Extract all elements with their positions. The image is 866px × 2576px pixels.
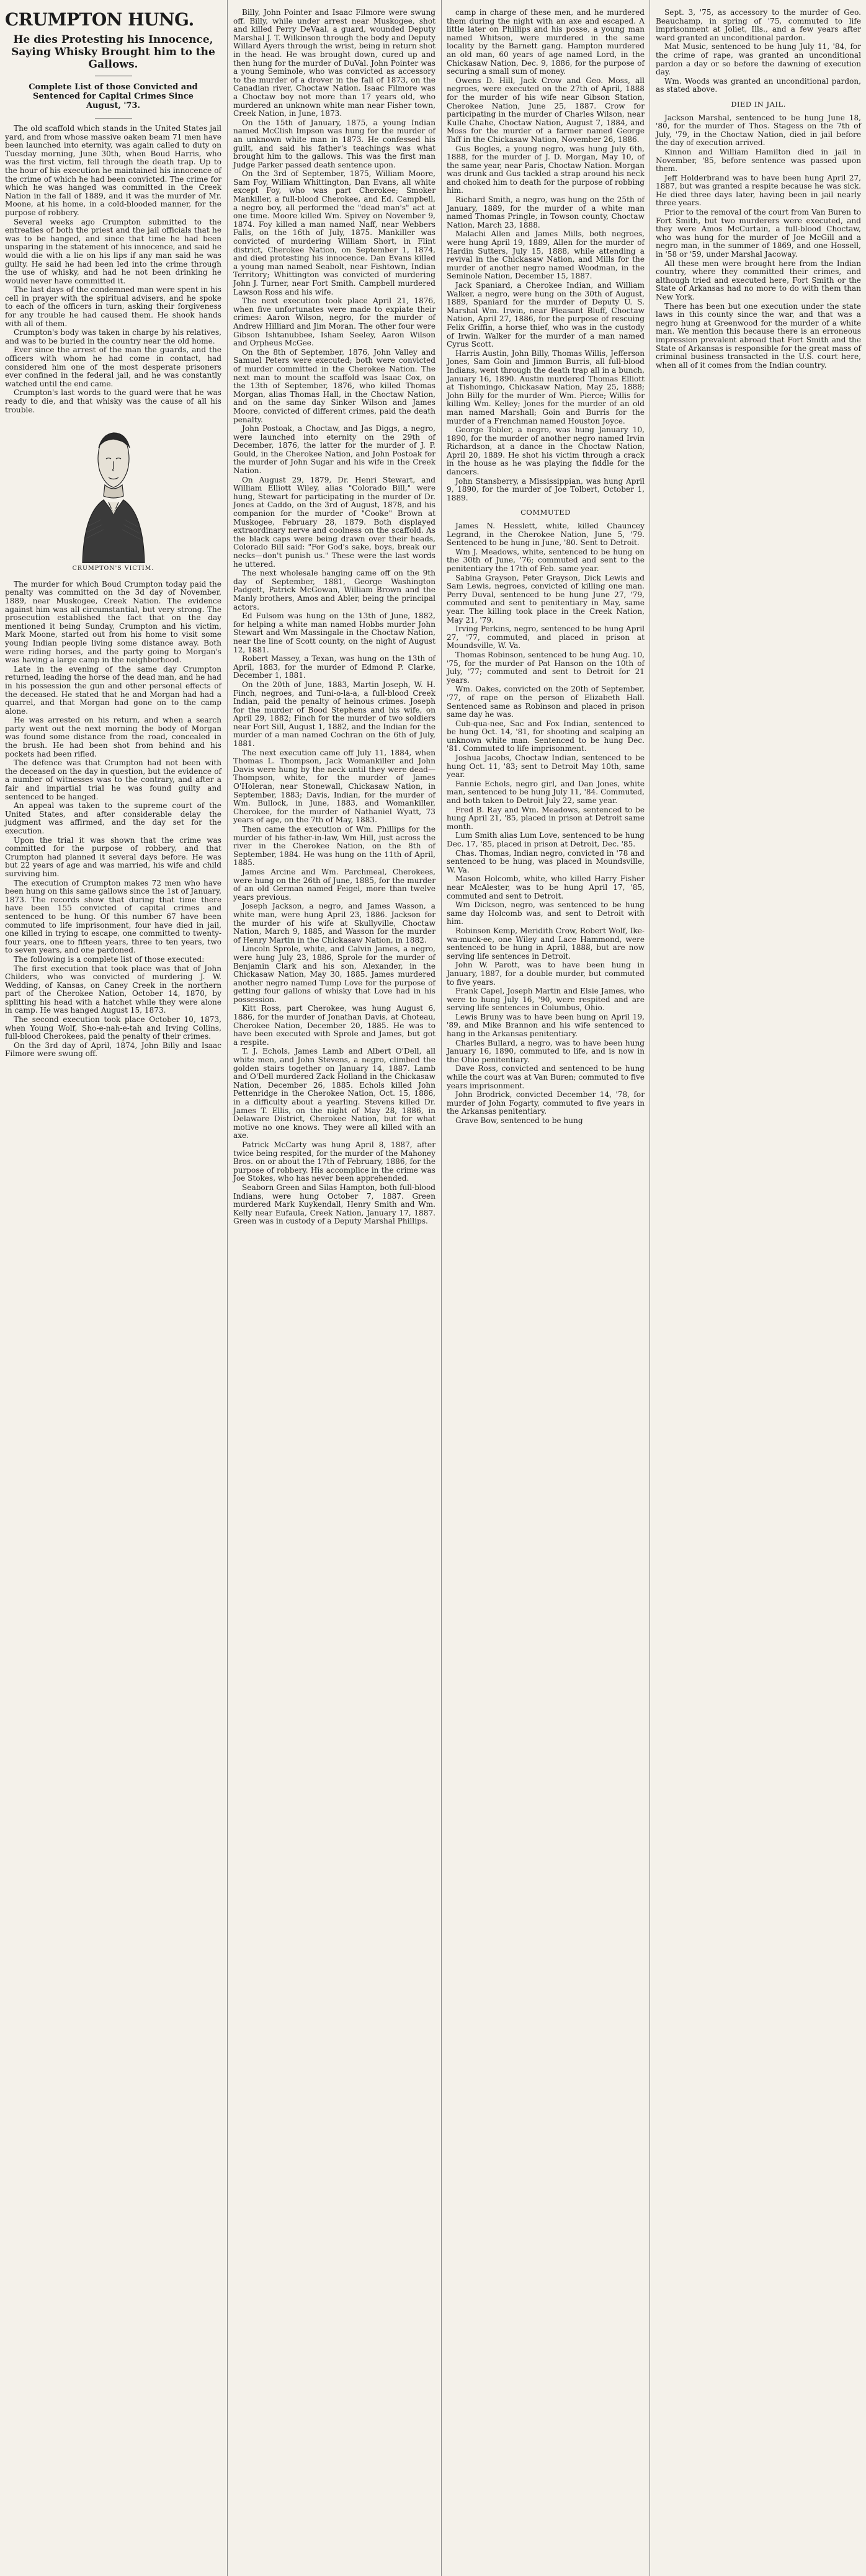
paragraph: Charles Bullard, a negro, was to have been hung January 16, 1890, commuted to life, and is now in the Ohio penitentiary. [447,1038,645,1064]
column-3 [442,0,650,2576]
paragraph: Ed Fulsom was hung on the 13th of June, 1882, for helping a white man named Hobbs murder John Stewart and Wm Massingale in the Choctaw Nation, near the line of Scott county, on the night of August 12, 1881. [233,611,435,654]
paragraph: Crumpton's last words to the guard were that he was ready to die, and that whisky was the cause of all his trouble. [5,388,221,414]
paragraph: Prior to the removal of the court from Van Buren to Fort Smith, but two murderers were executed, and they were Amos McCurtain, a full-blood Choctaw, who was hung for the murder of Joe McGill and a negro man, in the summer of 1869, and one Hossell, in '58 or '59, under Marshal Jacoway. [656,208,861,259]
paragraph: Jack Spaniard, a Cherokee Indian, and William Walker, a negro, were hung on the 30th of August, 1889, Spaniard for the murder of Deputy U. S. Marshal Wm. Irwin, near Pleasant Bluff, Choctaw Nation, April 27, 1886, for the purpose of rescuing Felix Griffin, a horse thief, who was in the custody of Irwin. Walker for the murder of a man named Cyrus Scott. [447,281,645,349]
paragraph: On the 20th of June, 1883, Martin Joseph, W. H. Finch, negroes, and Tuni-o-la-a, a full-blood Creek Indian, paid the penalty of heinous crimes. Joseph for the murder of Bood Stephens and his wife, on April 29, 1882; Finch for the murder of two soldiers near Fort Sill, August 1, 1882, and the Indian for the murder of a man named Cochran on the 6th of July, 1881. [233,680,435,748]
paragraph: The next wholesale hanging came off on the 9th day of September, 1881, George Washington Padgett, Patrick McGowan, William Brown and the Manly brothers, Amos and Abler, being the principal actors. [233,569,435,611]
paragraph: Dave Ross, convicted and sentenced to be hung while the court was at Van Buren; commuted to five years imprisonment. [447,1064,645,1090]
headline: CRUMPTON HUNG. [5,9,194,30]
paragraph: Sept. 3, '75, as accessory to the murder of Geo. Beauchamp, in spring of '75, commuted to life imprisonment at Joliet, Ills., and a few years after ward granted an unconditional pardon. [656,8,861,42]
paragraph: The second execution took place October 10, 1873, when Young Wolf, Sho-e-nah-e-tah and Irving Collins, full-blood Cherokees, paid the penalty of their crimes. [5,1015,221,1041]
paragraph: The first execution that took place was that of John Childers, who was convicted of murdering J. W. Wedding, of Kansas, on Caney Creek in the northern part of the Cherokee Nation, October 14, 1870, by splitting his head with a hatchet while they were alone in camp. He was hanged August 15, 1873. [5,964,221,1015]
paragraph: The next execution came off July 11, 1884, when Thomas L. Thompson, Jack Womankiller and John Davis were hung by the neck until they were dead—Thompson, white, for the murder of James O'Holeran, near Stonewall, Chickasaw Nation, in September, 1883; Davis, Indian, for the murder of Wm. Bullock, in June, 1883, and Womankiller, Cherokee, for the murder of Nathaniel Wyatt, 73 years of age, on the 7th of May, 1883. [233,748,435,825]
paragraph: John Brodrick, convicted December 14, '78, for murder of John Fogarty, commuted to five years in the Arkansas penitentiary. [447,1090,645,1116]
paragraph: Crumpton's body was taken in charge by his relatives, and was to be buried in the country near the old home. [5,328,221,345]
paragraph: James N. Hesslett, white, killed Chauncey Legrand, in the Cherokee Nation, June 5, '79. Sentenced to be hung in June, '80. Sent to Detroit. [447,522,645,548]
paragraph: Kitt Ross, part Cherokee, was hung August 6, 1886, for the murder of Jonathan Davis, at Choteau, Cherokee Nation, December 20, 1885. He was to have been executed with Sprole and James, but got a respite. [233,1004,435,1047]
paragraph: The old scaffold which stands in the United States jail yard, and from whose massive oaken beam 71 men have been launched into eternity, was again called to duty on Tuesday morning, June 30th, when Boud Harris, who was the first victim, fell through the death trap. Up to the hour of his execution he maintained his innocence of the crime of which he had been convicted. The crime for which he was hanged was committed in the Creek Nation in the fall of 1889, and it was the murder of Mr. Moone, at his home, in a cold-blooded manner, for the purpose of robbery. [5,124,221,217]
paragraph: Mat Music, sentenced to be hung July 11, '84, for the crime of rape, was granted an unconditional pardon a day or so before the dawning of execution day. [656,42,861,77]
paragraph: The defence was that Crumpton had not been with the deceased on the day in question, but the evidence of a number of witnesses was to the contrary, and after a fair and impartial trial he was found guilty and sentenced to be hanged. [5,758,221,801]
paragraph: Robert Massey, a Texan, was hung on the 13th of April, 1883, for the murder of Edmond P. Clarke, December 1, 1881. [233,654,435,680]
paragraph: Jeff Holderbrand was to have been hung April 27, 1887, but was granted a respite because he was sick. He died three days later, having been in jail nearly three years. [656,173,861,208]
paragraph: Joshua Jacobs, Choctaw Indian, sentenced to be hung Oct. 11, '83; sent to Detroit May 10th, same year. [447,753,645,779]
paragraph: Gus Bogles, a young negro, was hung July 6th, 1888, for the murder of J. D. Morgan, May 10, of the same year, near Paris, Choctaw Nation. Morgan was drunk and Gus tackled a strap around his neck and choked him to death for the purpose of robbing him. [447,144,645,195]
paragraph: John W. Parott, was to have been hung in January, 1887, for a double murder, but commuted to five years. [447,961,645,987]
paragraph: On the 15th of January, 1875, a young Indian named McClish Impson was hung for the murder of an unknown white man in 1873. He confessed his guilt, and said his father's teachings was what brought him to the gallows. This was the first man Judge Parker passed death sentence upon. [233,118,435,169]
paragraph: Then came the execution of Wm. Phillips for the murder of his father-in-law, Wm Hill, just across the river in the Cherokee Nation, on the 8th of September, 1884. He was hung on the 11th of April, 1885. [233,825,435,868]
paragraph: John Stansberry, a Mississippian, was hung April 9, 1890, for the murder of Joe Tolbert, October 1, 1889. [447,476,645,502]
paragraph: On the 3rd day of April, 1874, John Billy and Isaac Filmore were swung off. [5,1041,221,1059]
column-rule [227,0,228,2576]
paragraph: On August 29, 1879, Dr. Henri Stewart, and William Elliott Wiley, alias "Colorado Bill," were hung, Stewart for participating in the murder of Dr. Jones at Caddo, on the 3rd of August, 1878, and his companion for the murder of "Cooke" Brown at Muskogee, February 28, 1879. Both displayed extraordinary nerve and coolness on the scaffold. As the black caps were being drawn over their heads, Colorado Bill said: "For God's sake, boys, break our necks—don't punish us." These were the last words he uttered. [233,475,435,569]
paragraph: Wm. Woods was granted an unconditional pardon, as stated above. [656,76,861,94]
paragraph: Fannie Echols, negro girl, and Dan Jones, white man, sentenced to be hung July 11, '84. Commuted, and both taken to Detroit July 22, same year. [447,779,645,806]
paragraph: Seaborn Green and Silas Hampton, both full-blood Indians, were hung October 7, 1887. Green murdered Mark Kuykendall, Henry Smith and Wm. Kelly near Eufaula, Creek Nation, January 17, 1887. Green was in custody of a Deputy Marshal Phillips. [233,1183,435,1226]
paragraph: James Arcine and Wm. Parchmeal, Cherokees, were hung on the 26th of June, 1885, for the murder of an old German named Feigel, more than twelve years previous. [233,867,435,902]
paragraph: There has been but one execution under the state laws in this county since the war, and that was a negro hung at Greenwood for the murder of a white man. We mention this because there is an erroneous impression prevalent abroad that Fort Smith and the State of Arkansas is responsible for the great mass of criminal business transacted in the U.S. court here, when all of it comes from the Indian country. [656,301,861,370]
paragraph: He was arrested on his return, and when a search party went out the next morning the body of Morgan was found some distance from the road, concealed in the brush. He had been shot from behind and his pockets had been rifled. [5,716,221,758]
paragraph: The last days of the condemned man were spent in his cell in prayer with the spiritual advisers, and he spoke to each of the officers in turn, asking their forgiveness for any trouble he had caused them. He shook hands with all of them. [5,285,221,328]
paragraph: Jackson Marshal, sentenced to be hung June 18, '80, for the murder of Thos. Stagess on the 7th of July, '79, in the Choctaw Nation, died in jail before the day of execution arrived. [656,113,861,148]
column-4 [651,0,866,2576]
paragraph: Several weeks ago Crumpton submitted to the entreaties of both the priest and the jail officials that he was to be hanged, and since that time he had been unsparing in the statement of his innocence, and said he would die with a lie on his lips if any man said he was guilty. He said he had been led into the crime through the use of whisky, and had he not been drinking he would never have committed it. [5,217,221,285]
paragraph: On the 8th of September, 1876, John Valley and Samuel Peters were executed; both were convicted of murder committed in the Cherokee Nation. The next man to mount the scaffold was Isaac Cox, on the 13th of September, 1876, who killed Thomas Morgan, alias Thomas Hall, in the Choctaw Nation, and on the same day Sinker Wilson and James Moore, convicted of different crimes, paid the death penalty. [233,347,435,424]
paragraph: Wm. Oakes, convicted on the 20th of September, '77, of rape on the person of Elizabeth Hall. Sentenced same as Robinson and placed in prison same day he was. [447,685,645,719]
paragraph: T. J. Echols, James Lamb and Albert O'Dell, all white men, and John Stevens, a negro, climbed the golden stairs together on January 14, 1887. Lamb and O'Dell murdered Zack Holland in the Chickasaw Nation, December 26, 1885. Echols killed John Pettenridge in the Cherokee Nation, Oct. 15, 1886, in a difficulty about a yearling. Stevens killed Dr. James T. Ellis, on the night of May 28, 1886, in Delaware District, Cherokee Nation, but for what motive no one knows. They were all killed with an axe. [233,1047,435,1140]
paragraph: Malachi Allen and James Mills, both negroes, were hung April 19, 1889, Allen for the murder of Hardin Sutters, July 15, 1888, while attending a revival in the Chickasaw Nation, and Mills for the murder of another negro named Woodman, in the Seminole Nation, December 15, 1887. [447,229,645,281]
paragraph: Upon the trial it was shown that the crime was committed for the purpose of robbery, and that Crumpton had planned it several days before. He was but 22 years of age and was married, his wife and child surviving him. [5,835,221,878]
portrait-caption: CRUMPTON'S VICTIM. [72,565,154,572]
paragraph: Lincoln Sprole, white, and Calvin James, a negro, were hung July 23, 1886, Sprole for the murder of Benjamin Clark and his son, Alexander, in the Chickasaw Nation, May 30, 1885. James murdered another negro named Tump Love for the purpose of getting four gallons of whisky that Love had in his possession. [233,944,435,1004]
paragraph: Lewis Bruny was to have been hung on April 19, '89, and Mike Brannon and his wife sentenced to hang in the Arkansas penitentiary. [447,1012,645,1039]
paragraph: Lum Smith alias Lum Love, sentenced to be hung Dec. 17, '85, placed in prison at Detroit, Dec. '85. [447,831,645,848]
paragraph: Chas. Thomas, Indian negro, convicted in '78 and sentenced to be hung, was placed in Moundsville, W. Va. [447,848,645,874]
paragraph: Kinnon and William Hamilton died in jail in November, '85, before sentence was passed upon them. [656,147,861,174]
paragraph: The execution of Crumpton makes 72 men who have been hung on this same gallows since the 1st of January, 1873. The records show that during that time there have been 155 convicted of capital crimes and sentenced to be hung. Of this number 67 have been commuted to life imprisonment, four have died in jail, one killed in trying to escape, one committed to twenty-four years, one to fifteen years, three to ten years, two to seven years, and one pardoned. [5,878,221,955]
paragraph: An appeal was taken to the supreme court of the United States, and after considerable delay the judgment was affirmed, and the day set for the execution. [5,801,221,835]
paragraph: Richard Smith, a negro, was hung on the 25th of January, 1889, for the murder of a white man named Thomas Pringle, in Towson county, Choctaw Nation, March 23, 1888. [447,195,645,229]
paragraph: Harris Austin, John Billy, Thomas Willis, Jefferson Jones, Sam Goin and Jimmon Burris, all full-blood Indians, went through the death trap all in a bunch, January 16, 1890. Austin murdered Thomas Elliott at Tishomingo, Chickasaw Nation, May 25, 1888; John Billy for the murder of Wm. Pierce; Willis for killing Wm. Kelley; Jones for the murder of an old man named Marshall; Goin and Burris for the murder of a Frenchman named Houston Joyce. [447,349,645,425]
paragraph: George Tobler, a negro, was hung January 10, 1890, for the murder of another negro named Irvin Richardson, at a dance in the Choctaw Nation, April 20, 1889. He shot his victim through a crack in the house as he was playing the fiddle for the dancers. [447,425,645,477]
paragraph: The next execution took place April 21, 1876, when five unfortunates were made to expiate their crimes: Aaron Wilson, negro, for the murder of Andrew Hilliard and Jim Moran. The other four were Gibson Ishtanubbee, Isham Seeley, Aaron Wilson and Orpheus McGee. [233,296,435,348]
column-2 [228,0,440,2576]
paragraph: camp in charge of these men, and he murdered them during the night with an axe and escaped. A little later on Phillips and his posse, a young man named Whitson, were murdered in the same locality by the Barnett gang. Hampton murdered an old man, 60 years of age named Lord, in the Chickasaw Nation, Dec. 9, 1886, for the purpose of securing a small sum of money. [447,8,645,76]
column-1 [0,0,226,2576]
paragraph: Ever since the arrest of the man the guards, and the officers with whom he had come in contact, had considered him one of the most desperate prisoners ever confined in the federal jail, and he was constantly watched until the end came. [5,345,221,388]
paragraph: Owens D. Hill, Jack Crow and Geo. Moss, all negroes, were executed on the 27th of April, 1888 for the murder of his wife near Gibson Station, Cherokee Nation, June 25, 1887. Crow for participating in the murder of Charles Wilson, near Kulle Chahe, Choctaw Nation, August 7, 1884, and Moss for the murder of a farmer named George Taff in the Chickasaw Nation, November 26, 1886. [447,76,645,144]
paragraph: Joseph Jackson, a negro, and James Wasson, a white man, were hung April 23, 1886. Jackson for the murder of his wife at Skullyville, Choctaw Nation, March 9, 1885, and Wasson for the murder of Henry Martin in the Chickasaw Nation, in 1882. [233,902,435,944]
paragraph: Wm Dickson, negro, was sentenced to be hung same day Holcomb was, and sent to Detroit with him. [447,900,645,926]
paragraph: Cub-qua-nee, Sac and Fox Indian, sentenced to be hung Oct. 14, '81, for shooting and scalping an unknown white man. Sentenced to be hung Dec. '81. Commuted to life imprisonment. [447,719,645,753]
section-subhead: COMMUTED [520,508,571,517]
paragraph: Thomas Robinson, sentenced to be hung Aug. 10, '75, for the murder of Pat Hanson on the 10th of July, '77; commuted and sent to Detroit for 21 years. [447,650,645,685]
paragraph: Fred B. Ray and Wm. Meadows, sentenced to be hung April 21, '85, placed in prison at Detroit same month. [447,805,645,831]
paragraph: Billy, John Pointer and Isaac Filmore were swung off. Billy, while under arrest near Muskogee, shot and killed Perry DeVaal, a guard, wounded Deputy Marshal J. T. Wilkinson through the body and Deputy Willard Ayers through the wrist, being in return shot in the head. He was brought down, cured up and then hung for the murder of DuVal. John Pointer was a young Seminole, who was convicted as accessory to the murder of a drover in the fall of 1873, on the Canadian river, Choctaw Nation. Isaac Filmore was a Choctaw boy not more than 17 years old, who murdered an unknown white man near Fisher town, Creek Nation, in June, 1873. [233,8,435,118]
paragraph: Mason Holcomb, white, who killed Harry Fisher near McAlester, was to be hung April 17, '85, commuted and sent to Detroit. [447,874,645,900]
paragraph: All these men were brought here from the Indian country, where they committed their crimes, and although tried and executed here, Fort Smith or the State of Arkansas had no more to do with them than New York. [656,259,861,301]
portrait-engraving [70,420,157,563]
paragraph: Wm J. Meadows, white, sentenced to be hung on the 30th of June, '76; commuted and sent to the penitentiary the 17th of Feb. same year. [447,547,645,573]
paragraph: Grave Bow, sentenced to be hung [455,1116,583,1125]
paragraph: John Postoak, a Choctaw, and Jas Diggs, a negro, were launched into eternity on the 29th of December, 1876, the latter for the murder of J. P. Gould, in the Cherokee Nation, and John Postoak for the murder of John Sugar and his wife in the Creek Nation. [233,424,435,476]
paragraph: Frank Capel, Joseph Martin and Elsie James, who were to hung July 16, '90, were respited and are serving life sentences in Columbus, Ohio. [447,987,645,1013]
paragraph: Irving Perkins, negro, sentenced to be hung April 27, '77, commuted, and placed in prison at Moundsville, W. Va. [447,624,645,651]
deck: He dies Protesting his Innocence, Saying Whisky Brought him to the Gallows. [11,33,215,71]
paragraph: Patrick McCarty was hung April 8, 1887, after twice being respited, for the murder of the Mahoney Bros. on or about the 17th of February, 1886, for the purpose of robbery. His accomplice in the crime was Joe Stokes, who has never been apprehended. [233,1140,435,1183]
paragraph: The following is a complete list of those executed: [14,954,205,964]
subdeck: Complete List of those Convicted and Sentenced for Capital Crimes Since August, '73. [29,82,198,110]
paragraph: Late in the evening of the same day Crumpton returned, leading the horse of the dead man, and he had in his possession the gun and other personal effects of the deceased. He stated that he and Morgan had had a quarrel, and that Morgan had gone on to the camp alone. [5,664,221,716]
paragraph: The murder for which Boud Crumpton today paid the penalty was committed on the 3d day of November, 1889, near Muskogee, Creek Nation. The evidence against him was all circumstantial, but very strong. The prosecution established the fact that on the day mentioned it being Sunday, Crumpton and his victim, Mark Moone, started out from his home to visit some young Indian people living some distance away. Both were riding horses, and the party going to Morgan's was having a large camp in the neighborhood. [5,579,221,665]
paragraph: Sabina Grayson, Peter Grayson, Dick Lewis and Sam Lewis, negroes, convicted of killing one man. Perry Duval, sentenced to be hung June 27, '79, commuted and sent to penitentiary in May, same year. The killing took place in the Creek Nation, May 21, '79. [447,573,645,624]
section-subhead: DIED IN JAIL. [731,99,786,109]
paragraph: Robinson Kemp, Meridith Crow, Robert Wolf, Ike-wa-muck-ee, one Wiley and Lace Hammond, were sentenced to be hung in April, 1888, but are now serving life sentences in Detroit. [447,926,645,961]
paragraph: On the 3rd of September, 1875, William Moore, Sam Foy, William Whittington, Dan Evans, all white except Foy, who was part Cherokee; Smoker Mankiller, a full-blood Cherokee, and Ed. Campbell, a negro boy, all performed the "dead man's" act at one time. Moore killed Wm. Spivey on November 9, 1874. Foy killed a man named Naff, near Webbers Falls, on the 16th of July, 1875. Mankiller was convicted of murdering William Short, in Flint district, Cherokee Nation, on September 1, 1874, and died protesting his innocence. Dan Evans killed a young man named Seabolt, near Fishtown, Indian Territory; Whittington was convicted of murdering John J. Turner, near Fort Smith. Campbell murdered Lawson Ross and his wife. [233,169,435,296]
